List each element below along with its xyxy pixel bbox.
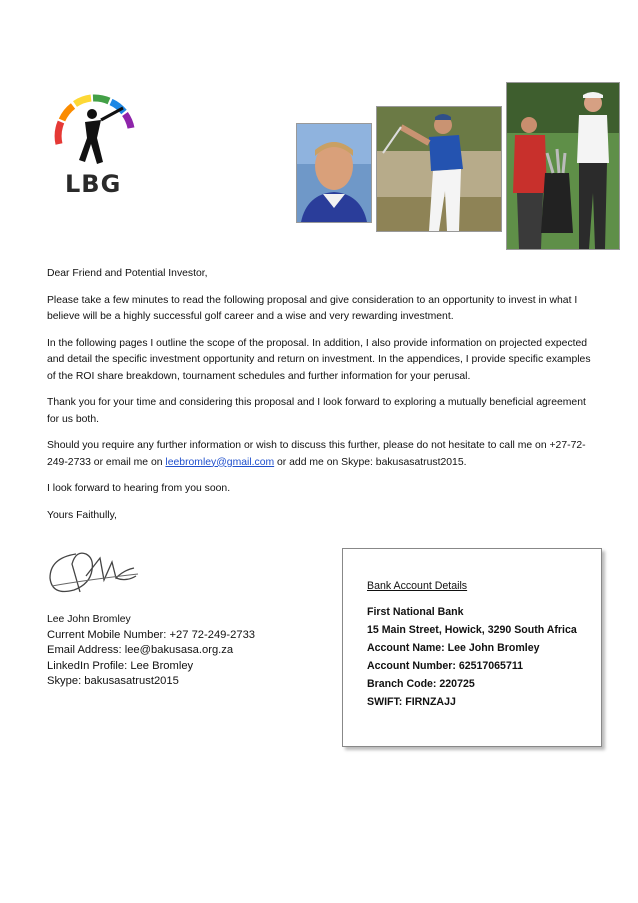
contact-email: Email Address: lee@bakusasa.org.za xyxy=(47,644,234,656)
contact-details xyxy=(47,612,255,690)
bank-address: 15 Main Street, Howick, 3290 South Africa xyxy=(367,624,577,636)
email-link[interactable]: leebromley@gmail.com xyxy=(165,456,275,468)
contact-name: Lee John Bromley xyxy=(47,614,131,625)
golf-swing-photo xyxy=(376,106,502,232)
paragraph-4-end: or add me on Skype: bakusasatrust2015. xyxy=(274,456,467,468)
paragraph-1: Please take a few minutes to read the following proposal and give consideration to an opportunity to invest in what I believe will be a highly successful golf career and a wise and very rewarding investment. xyxy=(47,294,578,322)
portrait-photo xyxy=(296,123,372,223)
signature xyxy=(46,540,142,600)
contact-skype: Skype: bakusasatrust2015 xyxy=(47,675,179,687)
closing: Yours Faithully, xyxy=(47,509,117,521)
salutation: Dear Friend and Potential Investor, xyxy=(47,268,208,279)
bank-name: First National Bank xyxy=(367,606,464,618)
golfer-logo-icon xyxy=(45,92,145,172)
paragraph-5: I look forward to hearing from you soon. xyxy=(47,483,231,494)
paragraph-3: Thank you for your time and considering this proposal and I look forward to exploring a mutually beneficial agreement for us both. xyxy=(47,397,586,425)
lbg-logo xyxy=(45,92,145,202)
logo-text: LBG xyxy=(65,170,122,198)
paragraph-2: In the following pages I outline the scope of the proposal. In addition, I also provide information on projected expected and detail the specific investment opportunity and return on investment. In the appendices, I provide specific examples of the ROI share breakdown, tournament schedules and further information for your perusal. xyxy=(47,337,591,382)
swift-code: SWIFT: FIRNZAJJ xyxy=(367,696,456,708)
paragraph-4 xyxy=(47,438,595,471)
paragraph-4-start: Should you require any further information or wish to discuss this further, please do not hesitate to call me on +27-72-249-2733 or email me on xyxy=(47,440,586,468)
contact-linkedin: LinkedIn Profile: Lee Bromley xyxy=(47,659,194,672)
account-name: Account Name: Lee John Bromley xyxy=(367,642,540,654)
branch-code: Branch Code: 220725 xyxy=(367,678,475,690)
bank-details-box xyxy=(342,548,602,747)
caddie-photo xyxy=(506,82,620,250)
contact-mobile: Current Mobile Number: +27 72-249-2733 xyxy=(47,628,256,641)
account-number: Account Number: 62517065711 xyxy=(367,660,524,672)
bank-details-title: Bank Account Details xyxy=(367,580,468,592)
letter-body xyxy=(47,266,595,534)
